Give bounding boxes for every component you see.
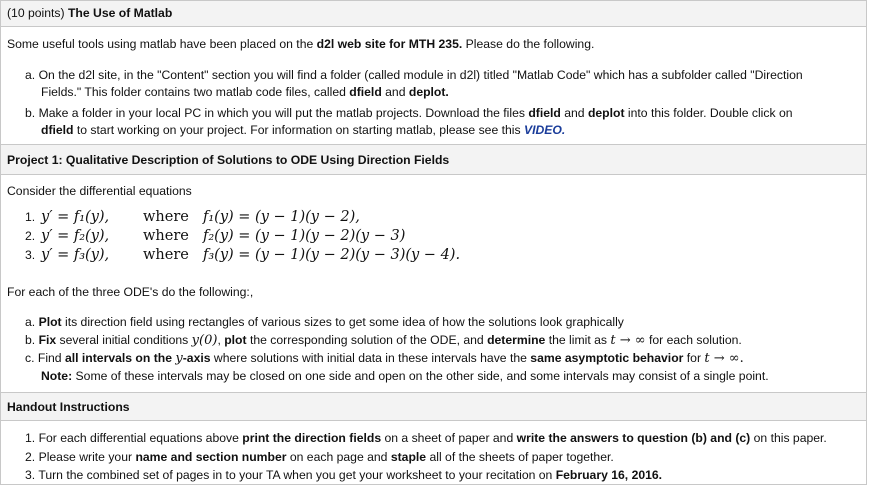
handout-header — [0, 393, 867, 421]
handout-title: Handout Instructions — [7, 400, 130, 414]
equation-3: 3. y′ = f₃(y), where f₃(y) = (y − 1)(y − 2)(y − 3)(y − 4). — [25, 247, 461, 263]
handout-item: 2. Please write your name and section number on each page and staple all of the sheets of paper together. — [25, 450, 614, 464]
step-note: Note: Some of these intervals may be closed on one side and open on the other side, and some intervals may consist of a single point. — [41, 369, 769, 383]
consider-text: Consider the differential equations — [7, 184, 192, 198]
equation-1: 1. y′ = f₁(y), where f₁(y) = (y − 1)(y − 2), — [25, 209, 360, 225]
task-a-line1: a. On the d2l site, in the "Content" section you will find a folder (called module in d2l) titled "Matlab Code" which has a subfolder called "Direction — [25, 68, 803, 82]
project-section — [0, 175, 867, 393]
assignment-heading — [7, 6, 172, 20]
task-a-line2: Fields." This folder contains two matlab code files, called dfield and deplot. — [41, 85, 449, 99]
assignment-title: The Use of Matlab — [67, 6, 173, 20]
intro-text: Some useful tools using matlab have been placed on the d2l web site for MTH 235. Please do the following. — [7, 37, 595, 51]
step-a: a. Plot its direction field using rectangles of various sizes to get some idea of how the solutions look graphically — [25, 315, 624, 329]
each-ode-text: For each of the three ODE's do the following:, — [7, 285, 254, 299]
handout-section — [0, 421, 867, 485]
assignment-header — [0, 0, 867, 27]
project-header — [0, 145, 867, 175]
step-b: b. Fix several initial conditions y(0), plot the corresponding solution of the ODE, and determine the limit as t → ∞ for each solution. — [25, 333, 742, 348]
video-link[interactable]: VIDEO. — [523, 123, 566, 137]
handout-item: 3. Turn the combined set of pages in to your TA when you get your worksheet to your recitation on February 16, 2016. — [25, 468, 663, 482]
task-b-line1: b. Make a folder in your local PC in which you will put the matlab projects. Download the files dfield and deplot into this folder. Double click on — [25, 106, 793, 120]
handout-item: 1. For each differential equations above print the direction fields on a sheet of paper and write the answers to question (b) and (c) on this paper. — [25, 431, 827, 445]
intro-section — [0, 27, 867, 145]
step-c: c. Find all intervals on the y-axis where solutions with initial data in these intervals have the same asymptotic behavior for t → ∞. — [25, 351, 744, 366]
task-b-line2: dfield to start working on your project. For information on starting matlab, please see this VIDEO. — [41, 123, 566, 137]
project-title: Project 1: Qualitative Description of Solutions to ODE Using Direction Fields — [7, 153, 450, 167]
points-label: (10 points) — [7, 6, 65, 20]
equation-2: 2. y′ = f₂(y), where f₂(y) = (y − 1)(y − 2)(y − 3) — [25, 228, 406, 244]
